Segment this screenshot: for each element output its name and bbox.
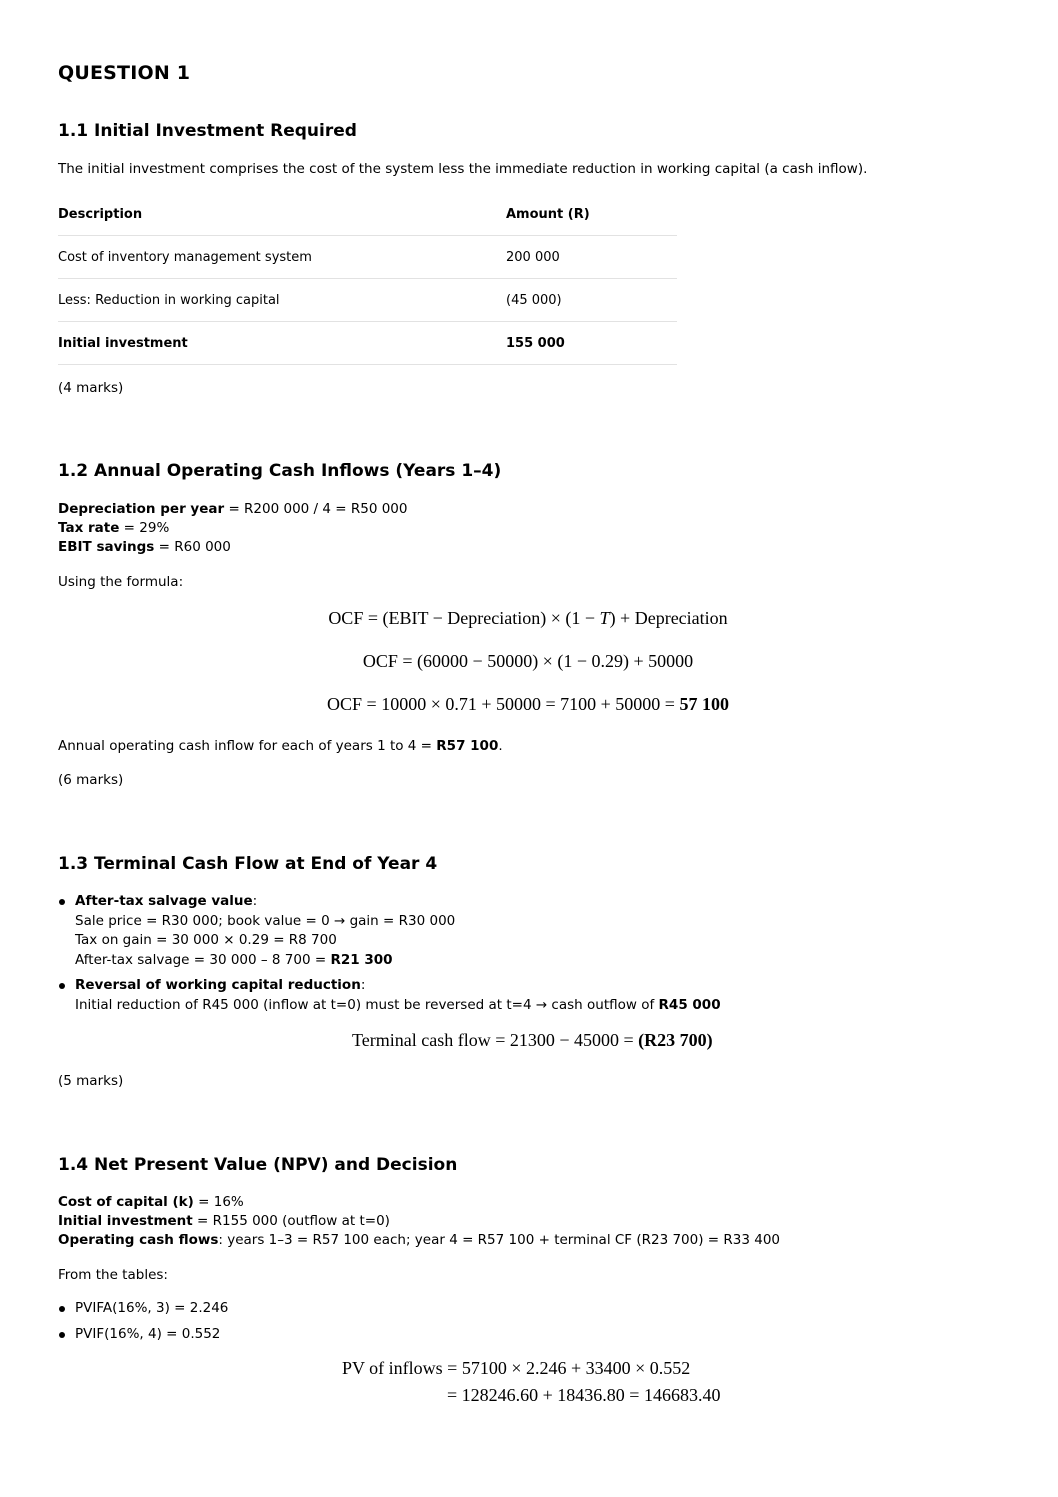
factor-list [58, 1299, 228, 1350]
depreciation-line [58, 500, 408, 520]
list-item: PVIFA(16%, 3) = 2.246 [58, 1299, 228, 1319]
ocf-equation-3 [58, 694, 998, 715]
initial-investment-table [58, 193, 677, 365]
terminal-cash-flow-list [58, 892, 721, 1021]
equation-text: OCF = (EBIT − Depreciation) × (1 − [328, 608, 600, 628]
initial-investment-label: Initial investment [58, 1213, 193, 1229]
table-cell: (45 000) [506, 279, 677, 322]
equation-result: 57 100 [679, 694, 729, 714]
equation-text: OCF = 10000 × 0.71 + 50000 = 7100 + 50000 = [327, 694, 680, 714]
salvage-colon: : [252, 893, 258, 909]
cost-of-capital-line [58, 1193, 244, 1213]
result-text: Annual operating cash inflow for each of years 1 to 4 = [58, 738, 437, 754]
working-capital-colon: : [360, 977, 366, 993]
list-item: PVIF(16%, 4) = 0.552 [58, 1325, 228, 1345]
equation-text: ) + Depreciation [609, 608, 728, 628]
tax-rate-label: Tax rate [58, 520, 120, 536]
working-capital-value: R45 000 [658, 996, 721, 1013]
table-cell: 200 000 [506, 236, 677, 279]
section-1-3-heading: 1.3 Terminal Cash Flow at End of Year 4 [58, 854, 438, 874]
section-1-3-marks: (5 marks) [58, 1073, 124, 1089]
tax-rate-value: = 29% [119, 520, 170, 536]
salvage-line-3-text: After-tax salvage = 30 000 – 8 700 = [75, 951, 331, 968]
working-capital-line [75, 996, 721, 1016]
initial-investment-line [58, 1212, 390, 1232]
pv-inflows-line-1: PV of inflows = 57100 × 2.246 + 33400 × 0.552 [342, 1358, 691, 1378]
equation-text: Terminal cash flow = 21300 − 45000 = [352, 1030, 639, 1050]
ocf-equation-2: OCF = (60000 − 50000) × (1 − 0.29) + 50000 [362, 651, 694, 671]
result-value: R57 100 [436, 738, 499, 754]
working-capital-text: Initial reduction of R45 000 (inflow at t=0) must be reversed at t=4 → cash outflow of [75, 996, 659, 1013]
table-cell: 155 000 [506, 322, 677, 365]
terminal-cash-flow-equation [352, 1030, 713, 1051]
tax-rate-line [58, 519, 169, 539]
ebit-line [58, 538, 231, 558]
table-row-total [58, 322, 677, 365]
section-1-1-heading: 1.1 Initial Investment Required [58, 121, 357, 141]
question-title: QUESTION 1 [58, 62, 191, 84]
cost-of-capital-value: = 16% [193, 1194, 244, 1210]
table-cell: Less: Reduction in working capital [58, 279, 506, 322]
table-header-row [58, 193, 677, 236]
tables-intro: From the tables: [58, 1267, 168, 1283]
result-text: . [498, 738, 503, 754]
table-row [58, 236, 677, 279]
section-1-2-heading: 1.2 Annual Operating Cash Inflows (Years 1–4) [58, 461, 502, 481]
salvage-line-3-value: R21 300 [330, 951, 393, 968]
cost-of-capital-label: Cost of capital (k) [58, 1194, 194, 1210]
working-capital-label: Reversal of working capital reduction [75, 977, 361, 993]
salvage-line-1: Sale price = R30 000; book value = 0 → gain = R30 000 [75, 912, 456, 929]
ocf-equation-1 [58, 608, 998, 629]
salvage-line-3 [75, 951, 721, 971]
section-1-1-intro: The initial investment comprises the cost of the system less the immediate reduction in working capital (a cash inflow). [58, 161, 868, 177]
operating-cash-flows-label: Operating cash flows [58, 1232, 219, 1248]
table-header-amount: Amount (R) [506, 193, 677, 236]
list-item [58, 976, 721, 1015]
section-1-1-marks: (4 marks) [58, 380, 124, 396]
formula-intro: Using the formula: [58, 574, 184, 590]
operating-cash-flows-line [58, 1231, 780, 1251]
table-row [58, 279, 677, 322]
depreciation-value: = R200 000 / 4 = R50 000 [224, 501, 408, 517]
operating-cash-flows-value: : years 1–3 = R57 100 each; year 4 = R57 100 + terminal CF (R23 700) = R33 400 [218, 1232, 781, 1248]
ebit-value: = R60 000 [154, 539, 231, 555]
pv-inflows-line-2: = 128246.60 + 18436.80 = 146683.40 [447, 1385, 721, 1405]
ocf-result-line [58, 737, 503, 757]
section-1-4-heading: 1.4 Net Present Value (NPV) and Decision [58, 1155, 458, 1175]
equation-result: (R23 700) [638, 1030, 713, 1050]
equation-variable: T [599, 608, 610, 628]
salvage-line-2: Tax on gain = 30 000 × 0.29 = R8 700 [75, 932, 337, 948]
list-item [58, 892, 721, 970]
table-cell: Initial investment [58, 322, 506, 365]
initial-investment-value: = R155 000 (outflow at t=0) [192, 1213, 390, 1229]
ebit-label: EBIT savings [58, 539, 155, 555]
salvage-label: After-tax salvage value [75, 893, 253, 909]
depreciation-label: Depreciation per year [58, 501, 225, 517]
section-1-2-marks: (6 marks) [58, 772, 124, 788]
table-header-description: Description [58, 193, 506, 236]
table-cell: Cost of inventory management system [58, 236, 506, 279]
